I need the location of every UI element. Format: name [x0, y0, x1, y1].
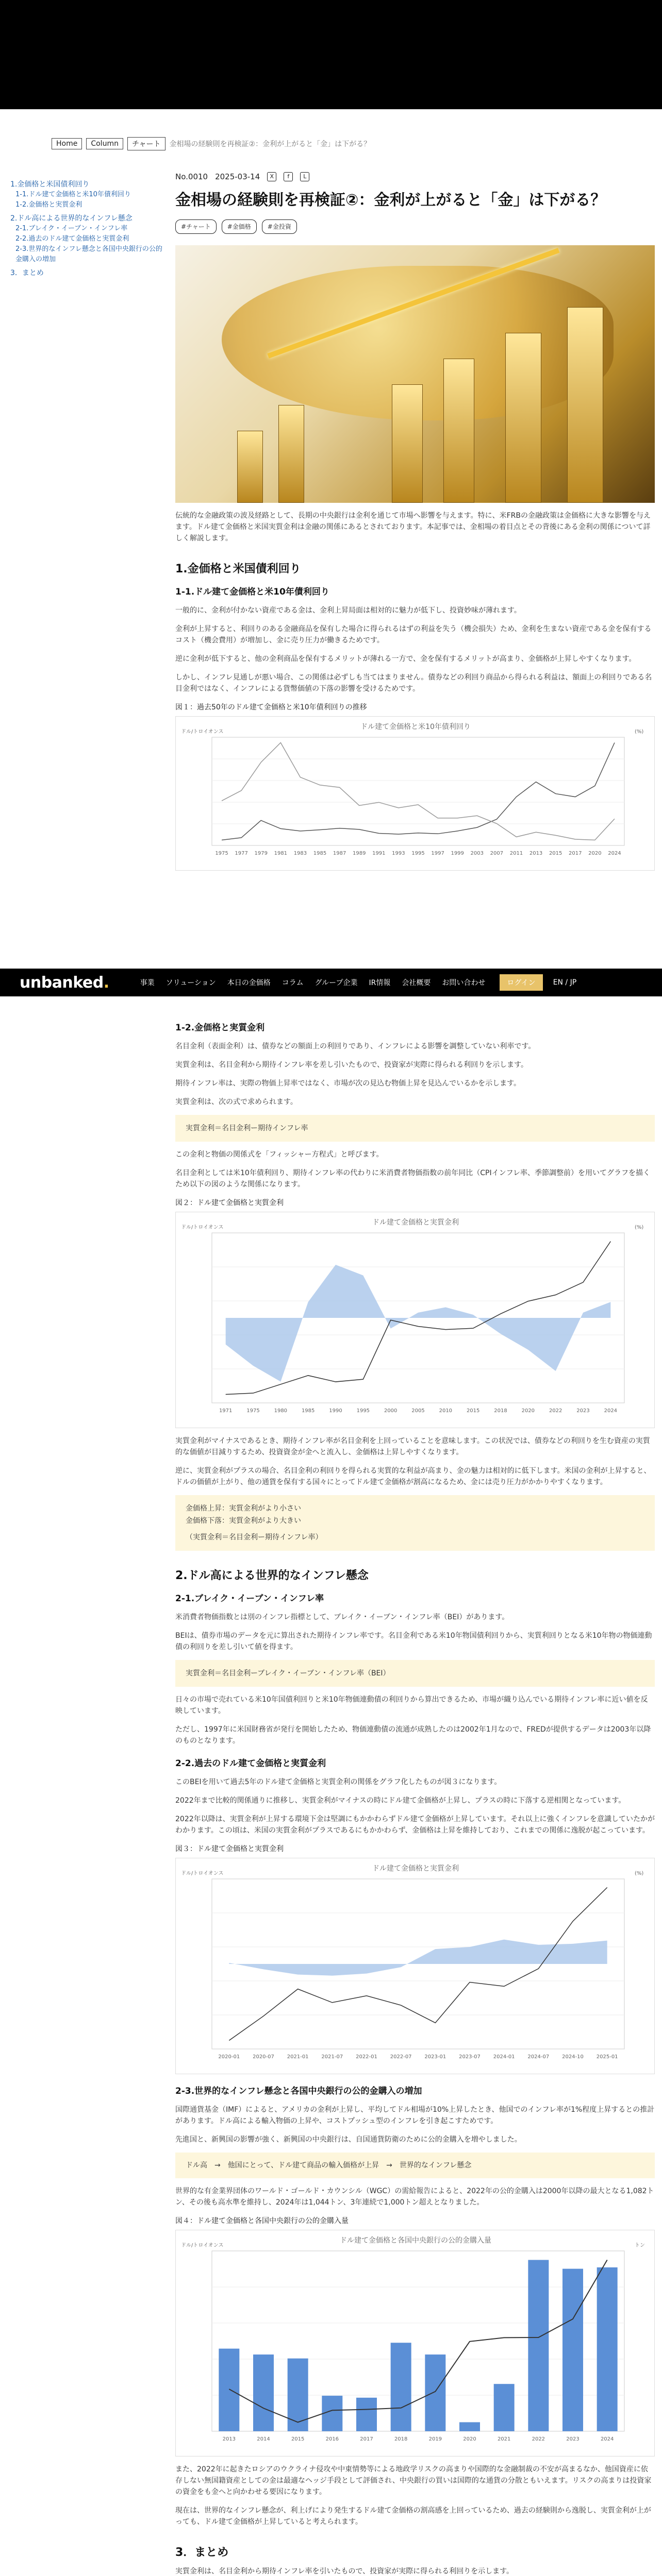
figure-3-caption: 図３：ドル建て金価格と実質金利 [175, 1845, 284, 1853]
paragraph: ただし、1997年に米国財務省が発行を開始したため、物価連動債の流通が成熟したのは2002年1月なので、FREDが提供するデータは2003年以降のものとなります。 [175, 1725, 651, 1745]
language-switch[interactable]: EN / JP [553, 978, 577, 987]
paragraph: 実質金利は、名目金利から期待インフレ率を引いたもので、投資家が実際に得られる利回りを示します。 [175, 2567, 514, 2575]
x-tick-label: 2017 [360, 2436, 373, 2442]
intro-paragraph: 伝統的な金融政策の波及経路として、長期の中央銀行は金利を通じて市場へ影響を与えます。特に、米FRBの金融政策は金価格に大きな影響を与えます。ドル建て金価格と米国実質金利は金融の関係にあるとされております。本記事では、金相場の着目点とその背後にある金利の関係について詳しく解説します。 [175, 512, 651, 543]
paragraph: 実質金利がマイナスであるとき、期待インフレ率が名目金利を上回っていることを意味します。この状況では、債券などの利回りを生む資産の実質的な価値が目減りするため、投資資金が金へと流入し、金価格は上昇しやすくなります。 [175, 1437, 650, 1456]
paragraph: また、2022年に起きたロシアのウクライナ侵攻や中東情勢等による地政学リスクの高まりや国際的な金融制裁の不安が高まるなか、他国資産に依存しない無国籍資産としての金は最適なヘッジ手段として評価され、中央銀行の買いは国際的な通貨の分散ともいえます。リスクの高まりは投資家の資金をも金へと向かわせる要因になります。 [175, 2465, 652, 2496]
x-tick-label: 2019 [428, 2436, 442, 2442]
formula-box: 実質金利＝名目金利ー期待インフレ率 [175, 1115, 655, 1142]
toc-subitem-1-1[interactable]: 1-1.ドル建て金価格と米10年債利回り [15, 191, 131, 198]
tag-gold-price[interactable]: #金価格 [222, 219, 257, 234]
bar-mark [425, 2354, 445, 2431]
x-tick-label: 1981 [274, 851, 288, 856]
article-meta [175, 171, 655, 182]
top-dark-band [0, 0, 662, 109]
paragraph: 一般的に、金利が付かない資産である金は、金利上昇局面は相対的に魅力が低下し、投資妙味が薄れます。 [175, 606, 521, 615]
y-axis-label: ドル/トロイオンス [181, 2243, 224, 2248]
breadcrumb [52, 137, 371, 150]
x-tick-label: 2020 [463, 2436, 476, 2442]
x-tick-label: 1980 [274, 1408, 288, 1414]
x-tick-label: 1987 [333, 851, 346, 856]
nav-item-ir[interactable]: IR情報 [369, 979, 391, 987]
x-tick-label: 2011 [509, 851, 523, 856]
gold-bar-graphic [278, 405, 304, 503]
tag-chart[interactable]: #チャート [175, 219, 217, 234]
x-tick-label: 2023 [566, 2436, 580, 2442]
toc-subitem-2-2[interactable]: 2-2.過去のドル建て金価格と実質金利 [15, 235, 129, 243]
summary-note: （実質金利＝名目金利ー期待インフレ率） [186, 1533, 323, 1541]
x-tick-label: 2018 [394, 2436, 408, 2442]
bar-mark [253, 2354, 274, 2431]
section-2-1-heading: 2-1.ブレイク・イーブン・インフレ率 [175, 1594, 324, 1604]
facebook-share-icon[interactable]: f [284, 172, 293, 181]
paragraph: 金利が上昇すると、利回りのある金融商品を保有した場合に得られるはずの利益を失う（機会損失）ため、金利を生まない資産である金を保有するコスト（機会費用）が増加し、金に売り圧力が働きるためです。 [175, 625, 652, 645]
chart-svg [176, 1212, 655, 1429]
chart-title: ドル建て金価格と実質金利 [372, 1865, 459, 1873]
x-tick-label: 2022 [532, 2436, 545, 2442]
article-content [175, 171, 655, 871]
bar-mark [391, 2343, 411, 2431]
table-of-contents [10, 176, 165, 278]
bar-mark [322, 2396, 342, 2431]
bar-mark [219, 2349, 239, 2431]
x-tick-label: 1999 [451, 851, 464, 856]
paragraph: 世界的な有金業界団体のワールド・ゴールド・カウンシル（WGC）の需給報告によると、2022年の公的金購入は2000年以降の最大となる1,082トン、その後も高水準を維持し、2024年は1,044トン、3年連続で1,000トン超えとなりました。 [175, 2187, 654, 2207]
paragraph: しかし、インフレ見通しが悪い場合、この関係は必ずしも当てはまりません。債券などの利回り商品から得られる利益は、額面上の利回りである名目金利ではなく、インフレによる貨幣価値の下落の影響を受けるためです。 [175, 673, 652, 693]
nav-item-contact[interactable]: お問い合わせ [442, 979, 486, 987]
x-tick-label: 2018 [494, 1408, 507, 1414]
gold-bar-graphic [443, 359, 474, 503]
x-tick-label: 2025-01 [596, 2054, 618, 2060]
x-tick-label: 1979 [254, 851, 268, 856]
section-1-2-heading: 1-2.金価格と実質金利 [175, 1023, 265, 1033]
toc-item-1[interactable]: 1.金価格と米国債利回り [10, 180, 90, 189]
nav-item-solution[interactable]: ソリューション [166, 979, 216, 987]
figure-4-caption: 図４：ドル建て金価格と各国中央銀行の公的金購入量 [175, 2217, 349, 2225]
bar-mark [562, 2269, 583, 2431]
formula-box: 実質金利＝名目金利ーブレイク・イーブン・インフレ率（BEI） [175, 1660, 655, 1687]
y2-axis-label: (%) [635, 729, 644, 735]
x-tick-label: 1985 [313, 851, 327, 856]
chart-svg [176, 1858, 655, 2075]
x-tick-label: 1995 [411, 851, 425, 856]
toc-subitem-1-2[interactable]: 1-2.金価格と実質金利 [15, 201, 82, 209]
x-tick-label: 2000 [384, 1408, 398, 1414]
article-content-lower [175, 1011, 655, 2576]
nav-menu [140, 974, 543, 991]
x-tick-label: 1975 [246, 1408, 260, 1414]
article-date: 2025-03-14 [215, 172, 260, 181]
paragraph: 国際通貨基金（IMF）によると、アメリカの金利が上昇し、平均してドル相場が10%上昇したとき、他国でのインフレ率が1%程度上昇するとの推計があります。ドル高による輸入物価の上昇や、コストプッシュ型のインフレを引き起こすためです。 [175, 2106, 655, 2125]
x-tick-label: 2021 [497, 2436, 511, 2442]
paragraph: 現在は、世界的なインフレ懸念が、利上げにより発生するドル建て金価格の割高感を上回っているため、過去の経験則から逸脱し、実質金利が上がっても、ドル建て金価格が上昇していると考えられます。 [175, 2506, 651, 2526]
tag-gold-investment[interactable]: #金投資 [262, 219, 297, 234]
x-share-icon[interactable]: X [267, 172, 276, 181]
x-tick-label: 2020 [521, 1408, 535, 1414]
section-2-2-heading: 2-2.過去のドル建て金価格と実質金利 [175, 1758, 326, 1769]
x-tick-label: 2022-01 [356, 2054, 377, 2060]
x-tick-label: 2007 [490, 851, 504, 856]
paragraph: このBEIを用いて過去5年のドル建て金価格と実質金利の関係をグラフ化したものが図３になります。 [175, 1778, 502, 1786]
bar-mark [528, 2260, 549, 2432]
breadcrumb-column[interactable]: Column [86, 138, 123, 149]
chart-svg [176, 717, 655, 871]
breadcrumb-home[interactable]: Home [52, 138, 82, 149]
x-tick-label: 1983 [293, 851, 307, 856]
paragraph: 期待インフレ率は、実際の物価上昇率ではなく、市場が次の見込む物価上昇を見込んでいるかを示します。 [175, 1079, 521, 1088]
article-number: No.0010 [175, 172, 208, 181]
paragraph: 日々の市場で売れている米10年国債利回りと米10年物価連動債の利回りから算出できるため、市場が織り込んでいる期待インフレ率に近い値を反映しています。 [175, 1696, 648, 1715]
breadcrumb-chart[interactable]: チャート [127, 137, 166, 150]
x-tick-label: 2024 [600, 2436, 614, 2442]
breadcrumb-current: 金相場の経験則を再検証②：金利が上がると「金」は下がる？ [169, 140, 371, 148]
figure-2-caption: 図２：ドル建て金価格と実質金利 [175, 1199, 284, 1207]
section-3-heading: 3．まとめ [175, 2546, 229, 2559]
x-tick-label: 2021-07 [321, 2054, 343, 2060]
gold-bar-graphic [505, 333, 541, 503]
x-tick-label: 1975 [215, 851, 228, 856]
nav-login-button[interactable]: ログイン [500, 974, 542, 991]
chart-title: ドル建て金価格と実質金利 [372, 1218, 459, 1227]
gold-bar-graphic [567, 307, 603, 503]
x-tick-label: 2024-07 [527, 2054, 550, 2060]
x-tick-label: 2024 [604, 1408, 618, 1414]
x-tick-label: 2017 [569, 851, 582, 856]
site-navbar [0, 969, 662, 996]
nav-item-company[interactable]: 会社概要 [402, 979, 431, 987]
chart-1 [175, 716, 655, 871]
logo-text: unbanked [20, 973, 104, 992]
nav-item-gold-price[interactable]: 本日の金価格 [227, 979, 271, 987]
x-tick-label: 1990 [329, 1408, 342, 1414]
paragraph: 2022年まで比較的関係通りに推移し、実質金利がマイナスの時にドル建て金価格が上昇し、プラスの時に下落する逆相関となっています。 [175, 1797, 626, 1805]
line-share-icon[interactable]: L [300, 172, 309, 181]
x-tick-label: 2003 [470, 851, 484, 856]
paragraph: 逆に金利が低下すると、他の金利商品を保有するメリットが薄れる一方で、金を保有するメリットが高まり、金価格が上昇しやすくなります。 [175, 655, 636, 663]
x-tick-label: 2021-01 [287, 2054, 309, 2060]
x-tick-label: 2023 [576, 1408, 590, 1414]
x-tick-label: 1971 [219, 1408, 233, 1414]
gold-bar-graphic [237, 431, 263, 503]
plot-area [212, 737, 624, 845]
paragraph: 2022年以降は、実質金利が上昇する環境下金は堅調にもかかわらずドル建て金価格が上昇しています。それ以上に強くインフレを意識していたかがわかります。この頃は、米国の実質金利がプラスであるにもかかわらず、金価格は上昇を維持しており、これまでの関係に逸脱が起こっています。 [175, 1815, 655, 1835]
section-2-3-heading: 2-3.世界的なインフレ懸念と各国中央銀行の公的金購入の増加 [175, 2086, 422, 2096]
toc-subitem-2-3[interactable]: 2-3.世界的なインフレ懸念と各国中央銀行の公的金購入の増加 [15, 245, 162, 263]
tag-list [175, 219, 655, 234]
article-page [0, 109, 662, 2576]
nav-item-column[interactable]: コラム [282, 979, 304, 987]
bar-mark [459, 2422, 480, 2432]
y2-axis-label: (%) [635, 1225, 644, 1230]
bar-mark [597, 2267, 618, 2431]
paragraph: この金利と物価の関係式を「フィッシャー方程式」と呼びます。 [175, 1150, 384, 1159]
chart-4 [175, 2230, 655, 2456]
paragraph: 名目金利としては米10年債利回り、期待インフレ率の代わりに米消費者物価指数の前年同比（CPIインフレ率、季節調整前）を用いてグラフを描くため以下の図のような関係になります。 [175, 1169, 651, 1189]
section-1-heading: 1.金価格と米国債利回り [175, 563, 301, 575]
y-axis-label: ドル/トロイオンス [181, 729, 224, 735]
x-tick-label: 2005 [411, 1408, 425, 1414]
x-tick-label: 1995 [356, 1408, 370, 1414]
nav-item-business[interactable]: 事業 [140, 979, 155, 987]
article-title: 金相場の経験則を再検証②：金利が上がると「金」は下がる？ [175, 191, 606, 209]
section-1-1-heading: 1-1.ドル建て金価格と米10年債利回り [175, 587, 329, 597]
x-tick-label: 2020-01 [218, 2054, 240, 2060]
gold-bar-graphic [392, 384, 423, 503]
toc-subitem-2-1[interactable]: 2-1.ブレイク・イーブン・インフレ率 [15, 225, 128, 232]
summary-box [175, 1495, 655, 1551]
x-tick-label: 2015 [549, 851, 562, 856]
chart-svg [176, 2230, 655, 2457]
hero-image [175, 245, 655, 503]
paragraph: 実質金利は、名目金利から期待インフレ率を差し引いたもので、投資家が実際に得られる利回りを示します。 [175, 1061, 528, 1069]
x-tick-label: 2020-07 [253, 2054, 274, 2060]
x-tick-label: 2015 [291, 2436, 305, 2442]
x-tick-label: 2022 [549, 1408, 562, 1414]
bar-mark [494, 2384, 515, 2431]
toc-item-3[interactable]: 3．まとめ [10, 269, 44, 277]
x-tick-label: 2024-01 [493, 2054, 515, 2060]
x-tick-label: 2016 [325, 2436, 339, 2442]
chart-title: ドル建て金価格と各国中央銀行の公的金購入量 [340, 2236, 491, 2245]
site-logo[interactable] [20, 974, 109, 992]
x-tick-label: 2010 [439, 1408, 453, 1414]
nav-item-group[interactable]: グループ企業 [315, 979, 358, 987]
y-axis-label: ドル/トロイオンス [181, 1225, 224, 1230]
x-tick-label: 2023-01 [424, 2054, 446, 2060]
paragraph: 米消費者物価指数とは別のインフレ指標として、ブレイク・イーブン・インフレ率（BEI）があります。 [175, 1613, 509, 1621]
x-tick-label: 2022-07 [390, 2054, 412, 2060]
paragraph: 名目金利（表面金利）は、債券などの額面上の利回りであり、インフレによる影響を調整していない利率です。 [175, 1042, 536, 1050]
x-tick-label: 1997 [431, 851, 444, 856]
logo-dot: . [103, 973, 109, 992]
figure-1-caption: 図１：過去50年のドル建て金価格と米10年債利回りの推移 [175, 703, 367, 711]
flow-box: ドル高 → 他国にとって、ドル建て商品の輸入価格が上昇 → 世界的なインフレ懸念 [175, 2153, 655, 2178]
bar-mark [288, 2359, 308, 2431]
x-tick-label: 2014 [257, 2436, 270, 2442]
paragraph: 先進国と、新興国の影響が強く、新興国の中央銀行は、自国通貨防衛のために公的金購入を増やしました。 [175, 2136, 522, 2144]
y2-axis-label: トン [635, 2243, 645, 2248]
x-tick-label: 2013 [222, 2436, 236, 2442]
x-tick-label: 2013 [529, 851, 543, 856]
x-tick-label: 1993 [392, 851, 405, 856]
bar-mark [356, 2398, 377, 2431]
x-tick-label: 2024 [608, 851, 621, 856]
x-tick-label: 2020 [588, 851, 602, 856]
summary-line: 金価格上昇：実質金利がより小さい [186, 1504, 301, 1513]
x-tick-label: 1985 [301, 1408, 315, 1414]
y2-axis-label: (%) [635, 1871, 644, 1876]
paragraph: 実質金利は、次の式で求められます。 [175, 1098, 297, 1106]
paragraph: BEIは、債券市場のデータを元に算出された期待インフレ率です。名目金利である米10年物国債利回りから、実質利回りとなる米10年物の物価連動債の利回りを差し引いて値を得ます。 [175, 1632, 652, 1651]
x-tick-label: 2015 [466, 1408, 480, 1414]
chart-title: ドル建て金価格と米10年債利回り [360, 723, 471, 731]
x-tick-label: 2023-07 [459, 2054, 481, 2060]
summary-line: 金価格下落：実質金利がより大きい [186, 1517, 301, 1525]
chart-3 [175, 1858, 655, 2074]
section-2-heading: 2.ドル高による世界的なインフレ懸念 [175, 1569, 369, 1582]
x-tick-label: 1991 [372, 851, 386, 856]
paragraph: 逆に、実質金利がプラスの場合、名目金利の利回りを得られる実質的な利益が高まり、金の魅力は相対的に低下します。米国の金利が上昇すると、ドルの価値が上がり、他の通貨を保有する国々にとってドル建て金価格が割高になるため、金には売り圧力がかかりやすくなります。 [175, 1467, 651, 1486]
toc-item-2[interactable]: 2.ドル高による世界的なインフレ懸念 [10, 214, 133, 223]
x-tick-label: 1989 [352, 851, 366, 856]
y-axis-label: ドル/トロイオンス [181, 1871, 224, 1876]
x-tick-label: 1977 [235, 851, 248, 856]
chart-2 [175, 1212, 655, 1428]
x-tick-label: 2024-10 [562, 2054, 584, 2060]
